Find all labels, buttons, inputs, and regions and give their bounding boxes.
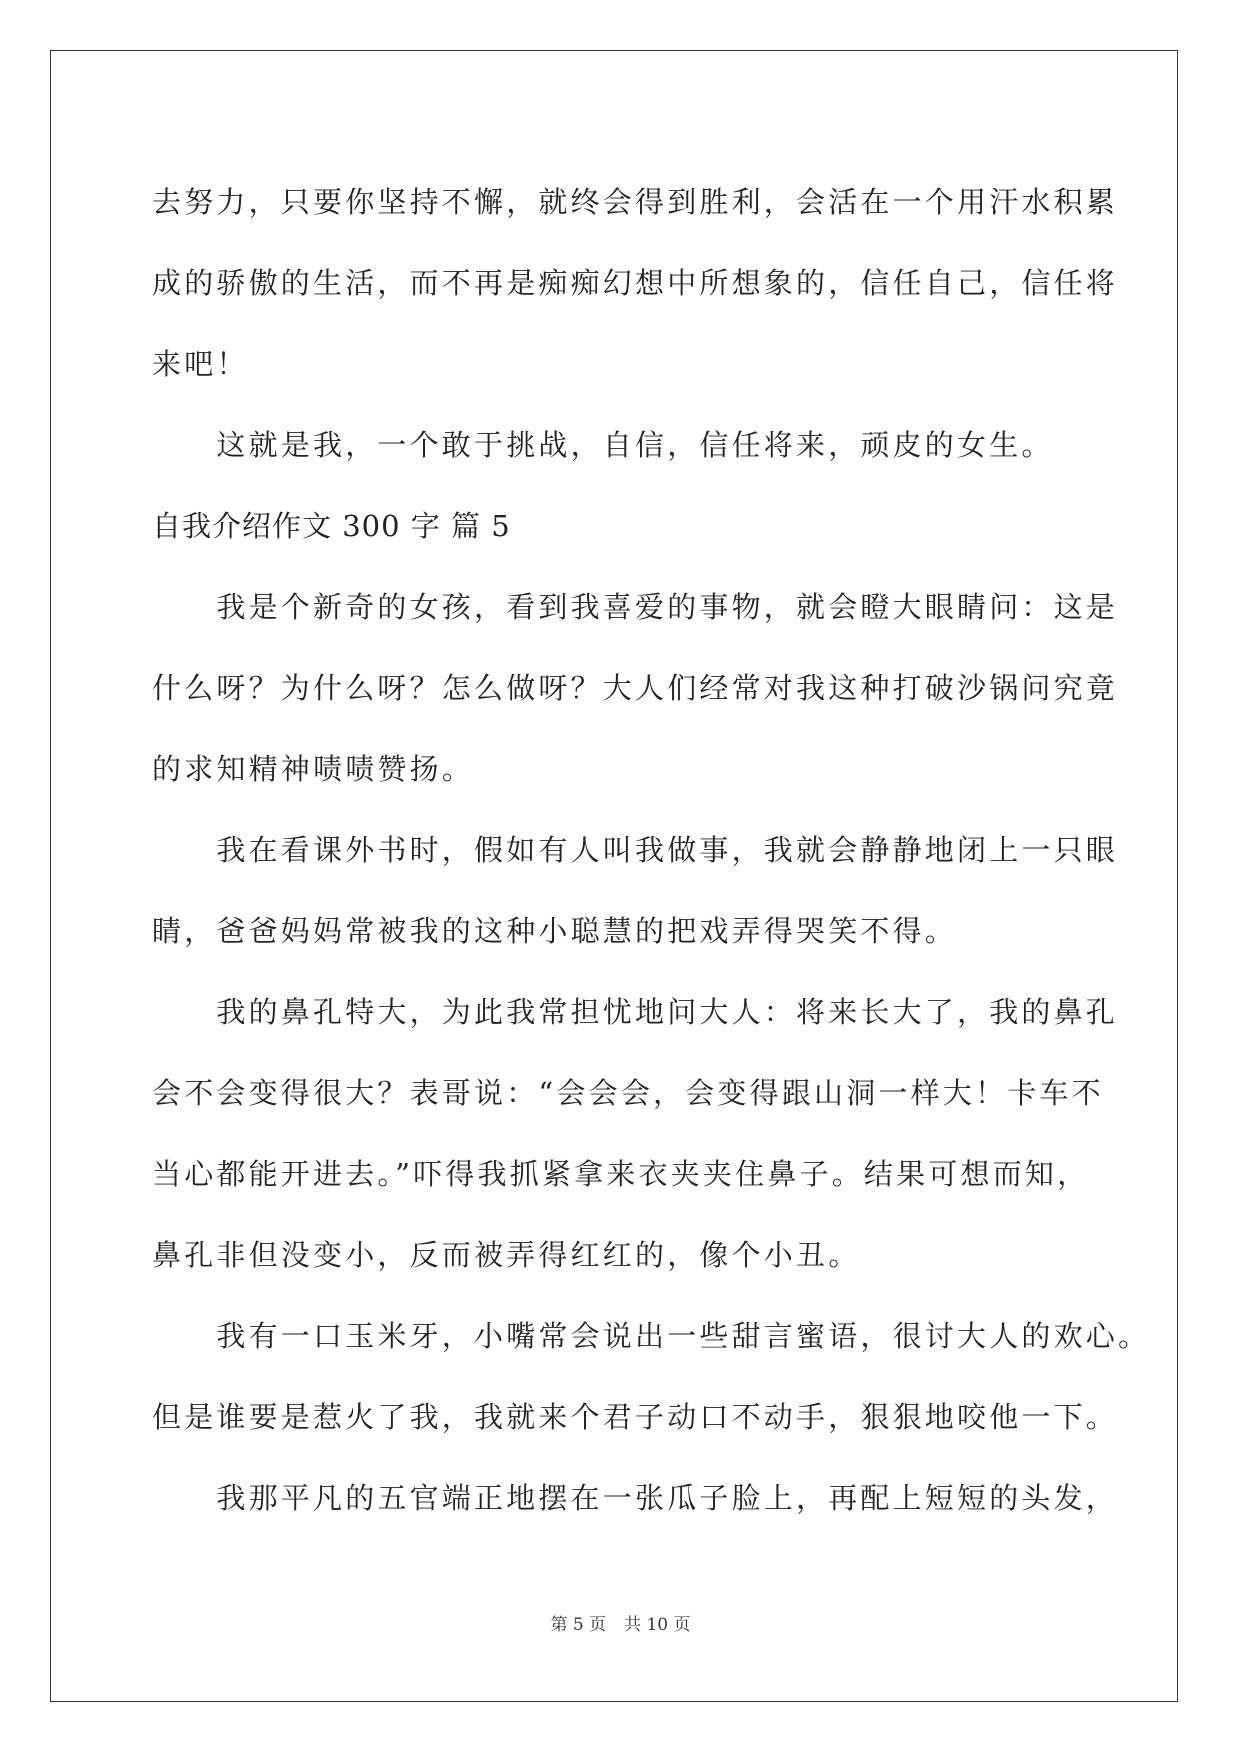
text-line: 我那平凡的五官端正地摆在一张瓜子脸上，再配上短短的头发，	[152, 1481, 1119, 1515]
page-number: 第 5 页	[550, 1615, 607, 1635]
text-line: 这就是我，一个敢于挑战，自信，信任将来，顽皮的女生。	[152, 428, 1054, 462]
page-footer	[0, 1610, 1241, 1635]
text-line: 睛，爸爸妈妈常被我的这种小聪慧的把戏弄得哭笑不得。	[152, 914, 958, 948]
text-line: 来吧！	[152, 347, 249, 381]
text-line: 我在看课外书时，假如有人叫我做事，我就会静静地闭上一只眼	[152, 833, 1119, 867]
text-line: 但是谁要是惹火了我，我就来个君子动口不动手，狠狠地咬他一下。	[152, 1400, 1119, 1434]
text-line: 会不会变得很大？表哥说：“会会会，会变得跟山洞一样大！卡车不	[152, 1076, 1104, 1110]
text-line: 成的骄傲的生活，而不再是痴痴幻想中所想象的，信任自己，信任将	[152, 266, 1119, 300]
page-total: 共 10 页	[624, 1615, 691, 1635]
document-body	[152, 162, 1151, 1539]
text-line: 我是个新奇的女孩，看到我喜爱的事物，就会瞪大眼睛问：这是	[152, 590, 1119, 624]
section-heading: 自我介绍作文 300 字 篇 5	[152, 509, 511, 543]
text-line: 鼻孔非但没变小，反而被弄得红红的，像个小丑。	[152, 1238, 861, 1272]
text-line: 去努力，只要你坚持不懈，就终会得到胜利，会活在一个用汗水积累	[152, 185, 1119, 219]
text-line: 我的鼻孔特大，为此我常担忧地问大人：将来长大了，我的鼻孔	[152, 995, 1119, 1029]
text-line: 当心都能开进去。”吓得我抓紧拿来衣夹夹住鼻子。结果可想而知，	[152, 1157, 1090, 1191]
text-line: 什么呀？为什么呀？怎么做呀？大人们经常对我这种打破沙锅问究竟	[152, 671, 1119, 705]
text-line: 我有一口玉米牙，小嘴常会说出一些甜言蜜语，很讨大人的欢心。	[152, 1319, 1151, 1353]
text-line: 的求知精神啧啧赞扬。	[152, 752, 475, 786]
